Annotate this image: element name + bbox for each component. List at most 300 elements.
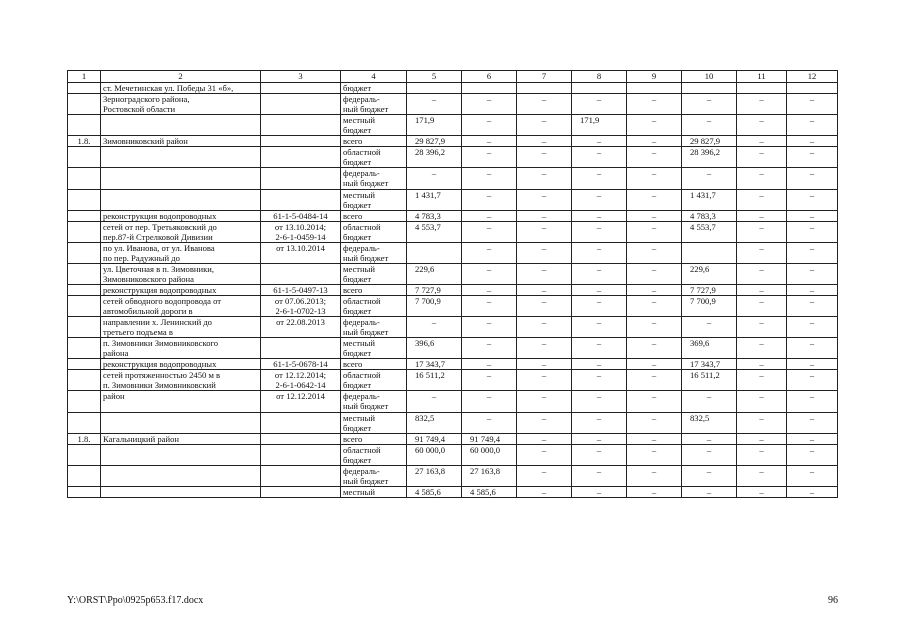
value-cell: 29 827,9 xyxy=(682,136,737,147)
funding-type-cell: местный бюджет xyxy=(341,338,407,359)
value-cell: – xyxy=(517,168,572,190)
value-cell: 832,5 xyxy=(682,413,737,434)
value-cell: – xyxy=(517,94,572,115)
value-cell: – xyxy=(787,222,838,243)
value-cell: 229,6 xyxy=(682,264,737,285)
value-cell: – xyxy=(462,285,517,296)
decree-cell xyxy=(261,147,341,168)
value-cell: – xyxy=(627,317,682,338)
funding-type-cell: всего xyxy=(341,136,407,147)
value-cell: – xyxy=(627,391,682,413)
value-cell: – xyxy=(627,285,682,296)
table-row xyxy=(68,359,838,370)
decree-cell xyxy=(261,83,341,94)
value-cell: 7 700,9 xyxy=(682,296,737,317)
value-cell: – xyxy=(407,317,462,338)
value-cell: – xyxy=(737,391,787,413)
table-row xyxy=(68,83,838,94)
decree-cell: от 13.10.2014; 2-6-1-0459-14 xyxy=(261,222,341,243)
funding-type-cell: областной бюджет xyxy=(341,222,407,243)
value-cell: – xyxy=(627,296,682,317)
value-cell: 396,6 xyxy=(407,338,462,359)
funding-type-cell: местный xyxy=(341,487,407,498)
value-cell: – xyxy=(737,466,787,487)
value-cell: – xyxy=(572,317,627,338)
funding-type-cell: федераль- ный бюджет xyxy=(341,391,407,413)
value-cell: – xyxy=(737,487,787,498)
object-name-cell: Зерноградского района, Ростовской области xyxy=(101,94,261,115)
decree-cell xyxy=(261,445,341,466)
object-name-cell: по ул. Иванова, от ул. Иванова по пер. Радужный до xyxy=(101,243,261,264)
decree-cell: от 22.08.2013 xyxy=(261,317,341,338)
header-cell: 2 xyxy=(101,71,261,83)
value-cell: – xyxy=(737,285,787,296)
value-cell: – xyxy=(737,413,787,434)
value-cell: – xyxy=(737,147,787,168)
value-cell: – xyxy=(572,211,627,222)
value-cell: – xyxy=(737,264,787,285)
object-name-cell xyxy=(101,487,261,498)
table-row xyxy=(68,445,838,466)
decree-cell xyxy=(261,168,341,190)
funding-type-cell: бюджет xyxy=(341,83,407,94)
header-cell: 9 xyxy=(627,71,682,83)
value-cell: – xyxy=(572,243,627,264)
value-cell: – xyxy=(787,359,838,370)
value-cell: 4 783,3 xyxy=(682,211,737,222)
value-cell: – xyxy=(517,136,572,147)
value-cell: – xyxy=(627,115,682,136)
value-cell: 229,6 xyxy=(407,264,462,285)
value-cell: 7 727,9 xyxy=(682,285,737,296)
row-number-cell xyxy=(68,370,101,391)
header-cell: 3 xyxy=(261,71,341,83)
value-cell: – xyxy=(787,115,838,136)
value-cell: – xyxy=(517,296,572,317)
value-cell: – xyxy=(627,370,682,391)
value-cell: 60 000,0 xyxy=(407,445,462,466)
funding-type-cell: областной бюджет xyxy=(341,147,407,168)
value-cell: – xyxy=(572,296,627,317)
value-cell: – xyxy=(787,264,838,285)
value-cell: – xyxy=(572,190,627,211)
value-cell: – xyxy=(737,211,787,222)
funding-type-cell: местный бюджет xyxy=(341,264,407,285)
value-cell: – xyxy=(627,434,682,445)
value-cell: – xyxy=(787,487,838,498)
value-cell: – xyxy=(572,285,627,296)
funding-type-cell: областной бюджет xyxy=(341,370,407,391)
value-cell: – xyxy=(737,445,787,466)
value-cell: – xyxy=(572,391,627,413)
value-cell: – xyxy=(517,434,572,445)
table-row xyxy=(68,317,838,338)
value-cell: – xyxy=(787,285,838,296)
object-name-cell: ст. Мечетинская ул. Победы 31 «б», xyxy=(101,83,261,94)
funding-type-cell: местный бюджет xyxy=(341,115,407,136)
value-cell: – xyxy=(572,264,627,285)
value-cell: 1 431,7 xyxy=(407,190,462,211)
value-cell xyxy=(462,83,517,94)
row-number-cell xyxy=(68,338,101,359)
funding-type-cell: федераль- ный бюджет xyxy=(341,94,407,115)
value-cell xyxy=(572,83,627,94)
value-cell: – xyxy=(572,147,627,168)
value-cell: – xyxy=(737,136,787,147)
table-row xyxy=(68,296,838,317)
value-cell: – xyxy=(517,370,572,391)
value-cell: – xyxy=(682,434,737,445)
decree-cell xyxy=(261,466,341,487)
value-cell: – xyxy=(462,359,517,370)
value-cell: – xyxy=(682,487,737,498)
header-cell: 4 xyxy=(341,71,407,83)
value-cell: – xyxy=(517,285,572,296)
value-cell: – xyxy=(787,243,838,264)
decree-cell xyxy=(261,264,341,285)
table-row xyxy=(68,115,838,136)
table-row xyxy=(68,338,838,359)
object-name-cell: сетей от пер. Третьяковский до пер.87-й Стрелковой Дивизии xyxy=(101,222,261,243)
value-cell: – xyxy=(517,222,572,243)
value-cell: – xyxy=(572,466,627,487)
value-cell: – xyxy=(462,370,517,391)
value-cell: – xyxy=(572,168,627,190)
object-name-cell xyxy=(101,147,261,168)
decree-cell: 61-1-5-0484-14 xyxy=(261,211,341,222)
value-cell: 16 511,2 xyxy=(407,370,462,391)
value-cell: – xyxy=(787,296,838,317)
row-number-cell xyxy=(68,359,101,370)
value-cell: – xyxy=(572,413,627,434)
funding-type-cell: местный бюджет xyxy=(341,190,407,211)
value-cell: – xyxy=(517,211,572,222)
value-cell: – xyxy=(787,338,838,359)
value-cell: 27 163,8 xyxy=(462,466,517,487)
decree-cell xyxy=(261,94,341,115)
value-cell: – xyxy=(572,222,627,243)
value-cell: – xyxy=(517,115,572,136)
value-cell: – xyxy=(462,211,517,222)
value-cell: – xyxy=(517,264,572,285)
object-name-cell: сетей протяженностью 2450 м в п. Зимовники Зимовниковский xyxy=(101,370,261,391)
value-cell: – xyxy=(682,391,737,413)
header-cell: 5 xyxy=(407,71,462,83)
value-cell: 29 827,9 xyxy=(407,136,462,147)
value-cell: – xyxy=(517,487,572,498)
value-cell xyxy=(517,83,572,94)
decree-cell: 61-1-5-0678-14 xyxy=(261,359,341,370)
object-name-cell: п. Зимовники Зимовниковского района xyxy=(101,338,261,359)
value-cell: 17 343,7 xyxy=(682,359,737,370)
object-name-cell xyxy=(101,413,261,434)
value-cell: 171,9 xyxy=(572,115,627,136)
decree-cell xyxy=(261,115,341,136)
decree-cell: от 13.10.2014 xyxy=(261,243,341,264)
value-cell: 171,9 xyxy=(407,115,462,136)
decree-cell xyxy=(261,338,341,359)
footer-page-number: 96 xyxy=(828,595,838,606)
row-number-cell xyxy=(68,243,101,264)
value-cell: 27 163,8 xyxy=(407,466,462,487)
table-row xyxy=(68,434,838,445)
value-cell: – xyxy=(737,359,787,370)
header-cell: 10 xyxy=(682,71,737,83)
value-cell: – xyxy=(737,190,787,211)
value-cell: – xyxy=(627,359,682,370)
value-cell xyxy=(737,83,787,94)
row-number-cell xyxy=(68,211,101,222)
value-cell: 28 396,2 xyxy=(407,147,462,168)
value-cell: – xyxy=(627,136,682,147)
value-cell: – xyxy=(682,445,737,466)
value-cell: 17 343,7 xyxy=(407,359,462,370)
value-cell: 4 783,3 xyxy=(407,211,462,222)
value-cell: – xyxy=(682,94,737,115)
value-cell: 1 431,7 xyxy=(682,190,737,211)
value-cell: – xyxy=(462,391,517,413)
header-cell: 8 xyxy=(572,71,627,83)
value-cell: 4 553,7 xyxy=(407,222,462,243)
decree-cell: от 12.12.2014 xyxy=(261,391,341,413)
value-cell: – xyxy=(572,338,627,359)
value-cell: – xyxy=(787,190,838,211)
value-cell: – xyxy=(737,434,787,445)
value-cell: – xyxy=(787,434,838,445)
row-number-cell xyxy=(68,413,101,434)
value-cell: – xyxy=(517,391,572,413)
value-cell: – xyxy=(627,94,682,115)
value-cell: – xyxy=(737,94,787,115)
object-name-cell: Кагальницкий район xyxy=(101,434,261,445)
value-cell: – xyxy=(572,487,627,498)
value-cell: – xyxy=(682,466,737,487)
value-cell: – xyxy=(462,136,517,147)
value-cell: – xyxy=(787,445,838,466)
value-cell: – xyxy=(462,243,517,264)
table-row xyxy=(68,211,838,222)
value-cell: – xyxy=(517,445,572,466)
value-cell: – xyxy=(517,466,572,487)
value-cell: – xyxy=(462,115,517,136)
value-cell: – xyxy=(787,370,838,391)
row-number-cell xyxy=(68,317,101,338)
table-row xyxy=(68,168,838,190)
value-cell: – xyxy=(737,370,787,391)
decree-cell: 61-1-5-0497-13 xyxy=(261,285,341,296)
object-name-cell: направлении х. Ленинский до третьего подъема в xyxy=(101,317,261,338)
value-cell: – xyxy=(627,168,682,190)
value-cell: 91 749,4 xyxy=(407,434,462,445)
decree-cell: от 07.06.2013; 2-6-1-0702-13 xyxy=(261,296,341,317)
value-cell: 4 553,7 xyxy=(682,222,737,243)
value-cell: – xyxy=(462,317,517,338)
value-cell: – xyxy=(787,466,838,487)
funding-type-cell: всего xyxy=(341,359,407,370)
value-cell: – xyxy=(737,317,787,338)
value-cell: – xyxy=(627,487,682,498)
value-cell: – xyxy=(462,296,517,317)
object-name-cell: Зимовниковский район xyxy=(101,136,261,147)
value-cell: – xyxy=(787,147,838,168)
value-cell xyxy=(787,83,838,94)
object-name-cell: реконструкция водопроводных xyxy=(101,211,261,222)
value-cell: 91 749,4 xyxy=(462,434,517,445)
decree-cell: от 12.12.2014; 2-6-1-0642-14 xyxy=(261,370,341,391)
row-number-cell xyxy=(68,147,101,168)
value-cell: – xyxy=(627,466,682,487)
value-cell: – xyxy=(627,211,682,222)
funding-type-cell: всего xyxy=(341,434,407,445)
value-cell: – xyxy=(787,317,838,338)
table-row xyxy=(68,391,838,413)
row-number-cell xyxy=(68,391,101,413)
value-cell xyxy=(407,83,462,94)
value-cell: – xyxy=(627,264,682,285)
funding-type-cell: всего xyxy=(341,211,407,222)
value-cell: – xyxy=(572,94,627,115)
decree-cell xyxy=(261,190,341,211)
value-cell: – xyxy=(462,147,517,168)
table-row xyxy=(68,222,838,243)
table-row xyxy=(68,413,838,434)
table-row xyxy=(68,190,838,211)
row-number-cell xyxy=(68,115,101,136)
value-cell: – xyxy=(627,338,682,359)
row-number-cell xyxy=(68,94,101,115)
table-row xyxy=(68,264,838,285)
header-cell: 7 xyxy=(517,71,572,83)
value-cell: 16 511,2 xyxy=(682,370,737,391)
value-cell: – xyxy=(627,243,682,264)
table-row xyxy=(68,466,838,487)
footer-file-path: Y:\ORST\Ppo\0925p653.f17.docx xyxy=(67,595,204,606)
table-row xyxy=(68,147,838,168)
value-cell: – xyxy=(737,338,787,359)
value-cell: 4 585,6 xyxy=(462,487,517,498)
header-cell: 12 xyxy=(787,71,838,83)
funding-type-cell: областной бюджет xyxy=(341,445,407,466)
value-cell: – xyxy=(682,168,737,190)
object-name-cell: ул. Цветочная в п. Зимовники, Зимовниковского района xyxy=(101,264,261,285)
value-cell: – xyxy=(682,317,737,338)
value-cell: – xyxy=(787,94,838,115)
row-number-cell xyxy=(68,264,101,285)
value-cell: – xyxy=(737,222,787,243)
object-name-cell xyxy=(101,190,261,211)
funding-type-cell: всего xyxy=(341,285,407,296)
table-row xyxy=(68,285,838,296)
value-cell: – xyxy=(517,190,572,211)
row-number-cell xyxy=(68,445,101,466)
value-cell: – xyxy=(572,434,627,445)
row-number-cell xyxy=(68,285,101,296)
object-name-cell: реконструкция водопроводных xyxy=(101,285,261,296)
value-cell: – xyxy=(462,222,517,243)
value-cell: – xyxy=(572,370,627,391)
object-name-cell xyxy=(101,115,261,136)
value-cell xyxy=(682,83,737,94)
object-name-cell xyxy=(101,445,261,466)
value-cell xyxy=(682,243,737,264)
funding-type-cell: областной бюджет xyxy=(341,296,407,317)
object-name-cell: сетей обводного водопровода от автомобильной дороги в xyxy=(101,296,261,317)
value-cell: – xyxy=(572,136,627,147)
row-number-cell xyxy=(68,168,101,190)
decree-cell xyxy=(261,434,341,445)
value-cell: 7 700,9 xyxy=(407,296,462,317)
value-cell: – xyxy=(627,413,682,434)
decree-cell xyxy=(261,136,341,147)
value-cell: – xyxy=(517,413,572,434)
header-cell: 6 xyxy=(462,71,517,83)
row-number-cell xyxy=(68,466,101,487)
value-cell: – xyxy=(737,168,787,190)
value-cell: – xyxy=(627,445,682,466)
decree-cell xyxy=(261,413,341,434)
value-cell: – xyxy=(407,391,462,413)
value-cell: – xyxy=(627,190,682,211)
value-cell: 7 727,9 xyxy=(407,285,462,296)
table-row xyxy=(68,370,838,391)
row-number-cell: 1.8. xyxy=(68,136,101,147)
object-name-cell xyxy=(101,168,261,190)
value-cell: 369,6 xyxy=(682,338,737,359)
table-row xyxy=(68,243,838,264)
value-cell: – xyxy=(787,136,838,147)
value-cell: – xyxy=(517,338,572,359)
decree-cell xyxy=(261,487,341,498)
row-number-cell xyxy=(68,190,101,211)
table-row xyxy=(68,136,838,147)
value-cell: – xyxy=(737,243,787,264)
value-cell: – xyxy=(787,211,838,222)
value-cell: – xyxy=(682,115,737,136)
funding-type-cell: федераль- ный бюджет xyxy=(341,243,407,264)
header-row xyxy=(68,71,838,83)
funding-type-cell: федераль- ный бюджет xyxy=(341,168,407,190)
value-cell: – xyxy=(787,391,838,413)
value-cell: 832,5 xyxy=(407,413,462,434)
value-cell: – xyxy=(627,222,682,243)
table-row xyxy=(68,487,838,498)
value-cell xyxy=(627,83,682,94)
value-cell: 4 585,6 xyxy=(407,487,462,498)
value-cell xyxy=(407,243,462,264)
value-cell: 28 396,2 xyxy=(682,147,737,168)
value-cell: – xyxy=(462,338,517,359)
value-cell: – xyxy=(517,147,572,168)
value-cell: – xyxy=(462,190,517,211)
value-cell: – xyxy=(787,168,838,190)
value-cell: – xyxy=(517,359,572,370)
row-number-cell xyxy=(68,487,101,498)
value-cell: – xyxy=(407,168,462,190)
header-cell: 11 xyxy=(737,71,787,83)
row-number-cell xyxy=(68,222,101,243)
value-cell: 60 000,0 xyxy=(462,445,517,466)
value-cell: – xyxy=(462,264,517,285)
value-cell: – xyxy=(462,168,517,190)
row-number-cell xyxy=(68,83,101,94)
header-cell: 1 xyxy=(68,71,101,83)
value-cell: – xyxy=(737,296,787,317)
value-cell: – xyxy=(787,413,838,434)
row-number-cell xyxy=(68,296,101,317)
value-cell: – xyxy=(737,115,787,136)
budget-table xyxy=(67,70,838,498)
funding-type-cell: федераль- ный бюджет xyxy=(341,466,407,487)
